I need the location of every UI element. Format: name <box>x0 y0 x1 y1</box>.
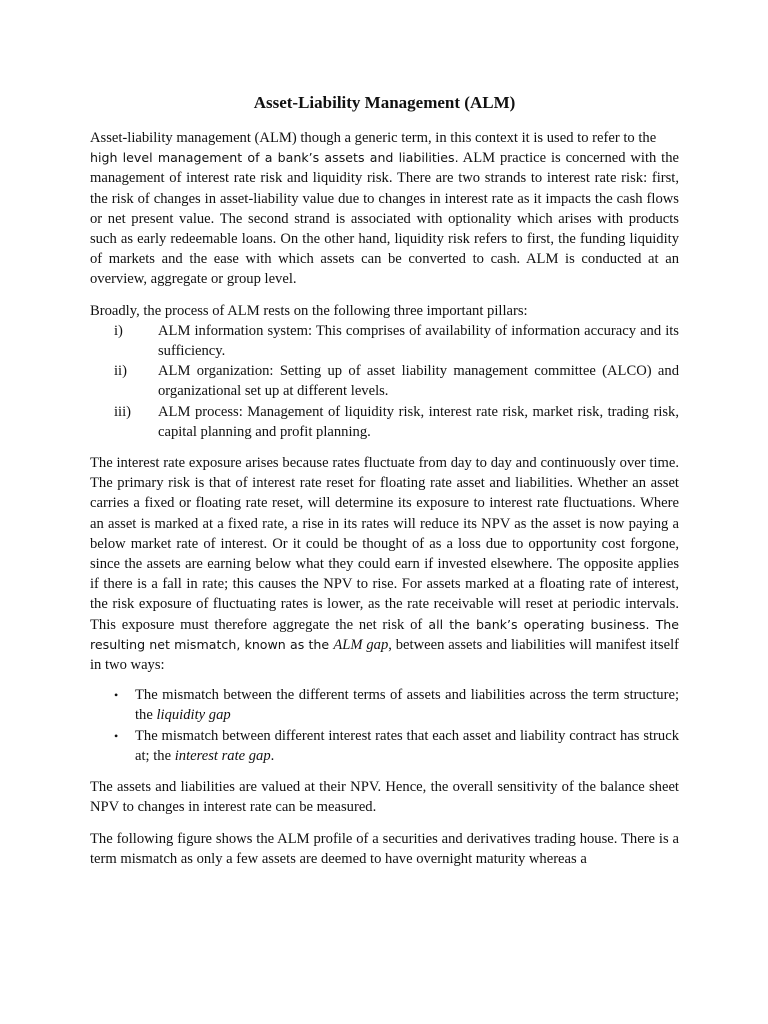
pillar-text: ALM information system: This comprises of availability of information accuracy and its sufficiency. <box>158 322 679 360</box>
bullet-icon: • <box>114 688 119 703</box>
document-title: Asset-Liability Management (ALM) <box>253 93 516 112</box>
paragraph-npv-valuation: The assets and liabilities are valued at their NPV. Hence, the overall sensitivity of the balance sheet NPV to changes in interest rate can be measured. <box>90 779 679 816</box>
paragraph-alm-profile: The following figure shows the ALM profile of a securities and derivatives trading house. There is a term mismatch as only a few assets are deemed to have overnight maturity whereas a <box>90 830 679 867</box>
pillar-item <box>90 361 679 401</box>
paragraph-alm-definition <box>90 128 679 290</box>
mismatch-text-after: . <box>270 747 275 764</box>
liquidity-gap-term: liquidity gap <box>156 707 231 724</box>
mismatch-text-main: The mismatch between the different terms of assets and liabilities across the term structure; the <box>135 687 679 724</box>
mismatch-item <box>90 685 679 725</box>
pillar-number: ii) <box>114 363 127 380</box>
bullet-icon: • <box>114 728 119 743</box>
paragraph-alm-definition-text-a: Asset-liability management (ALM) though a generic term, in this context it is used to refer to the <box>90 130 657 146</box>
paragraph-exposure-text-d: , between assets and liabilities will manifest itself in two ways: <box>90 636 679 674</box>
pillar-item <box>90 402 679 442</box>
paragraph-exposure-text-b: all the bank’s operating business. The resulting net mismatch, known as the <box>90 616 679 652</box>
alm-gap-term: ALM gap <box>333 636 389 653</box>
pillar-item <box>90 321 679 361</box>
interest-rate-gap-term: interest rate gap <box>174 747 271 764</box>
paragraph-interest-rate-exposure <box>90 453 679 675</box>
pillar-text: ALM organization: Setting up of asset liability management committee (ALCO) and organizational set up at different levels. <box>158 363 679 400</box>
mismatch-text-main: The mismatch between different interest rates that each asset and liability contract has struck at; the <box>135 727 679 764</box>
pillars-intro: Broadly, the process of ALM rests on the following three important pillars: <box>90 302 528 319</box>
pillar-text: ALM process: Management of liquidity risk, interest rate risk, market risk, trading risk, capital planning and profit planning. <box>158 403 679 440</box>
paragraph-alm-definition-text-b: high level management of a bank’s assets and liabilities. <box>90 150 459 166</box>
mismatch-text <box>135 685 679 725</box>
paragraph-exposure-text-a: The interest rate exposure arises because rates fluctuate from day to day and continuously over time. The primary risk is that of interest rate reset for floating rate asset and liabilities. Whether an asset carries a fixed or floating rate reset, will determine its exposure to interest rate fluctuations. Where an asset is marked at a fixed rate, a rise in its rates will reduce its NPV as the asset is now paying a below market rate of interest. Or it could be thought of as a loss due to opportunity cost forgone, since the assets are earning below what they could earn if invested elsewhere. The opposite applies if there is a fall in rate; this causes the NPV to rise. For assets marked at a floating rate of interest, the risk exposure of fluctuating rates is lower, as the rate receivable will reset at periodic intervals. This exposure must therefore aggregate the net risk of <box>90 455 679 633</box>
mismatch-text <box>135 726 679 766</box>
mismatch-item <box>90 726 679 766</box>
paragraph-alm-definition-text-c: ALM practice is concerned with the management of interest rate risk and liquidity risk. There are two strands to interest rate risk: first, the risk of changes in asset-liability value due to changes in interest rate as it impacts the cash flows or net present value. The second strand is associated with optionality which arises with products such as early redeemable loans. On the other hand, liquidity risk refers to first, the funding liquidity of markets and the ease with which assets can be converted to cash. ALM is conducted at an overview, aggregate or group level. <box>90 150 680 288</box>
pillar-number: i) <box>114 322 123 339</box>
pillars-list <box>90 321 679 442</box>
pillar-number: iii) <box>114 403 132 420</box>
mismatch-list <box>90 685 679 766</box>
document-page <box>90 92 679 869</box>
